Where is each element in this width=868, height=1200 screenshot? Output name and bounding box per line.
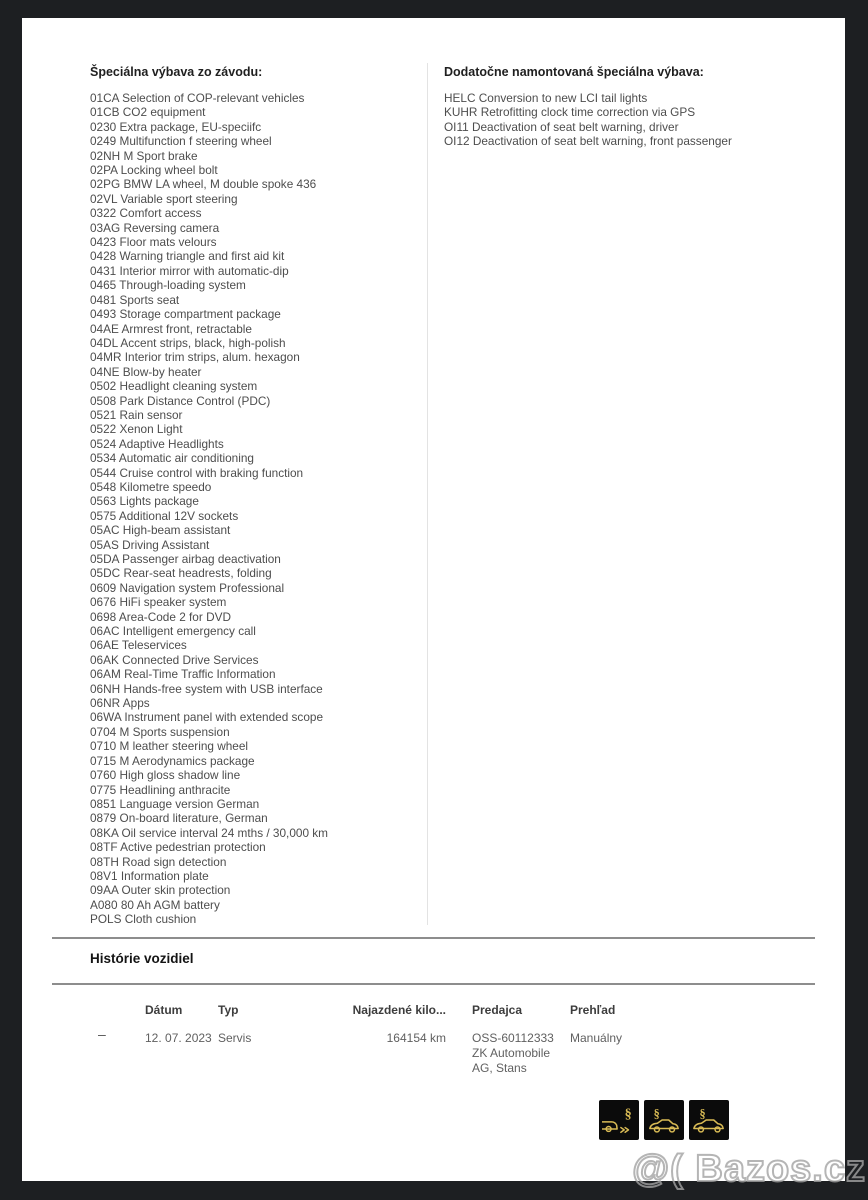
equipment-item: HELC Conversion to new LCI tail lights: [444, 91, 648, 105]
equipment-item: 0775 Headlining anthracite: [90, 782, 231, 797]
history-cell-datum: 12. 07. 2023: [145, 1031, 212, 1045]
bazos-watermark: @( Bazos.cz: [632, 1148, 866, 1190]
equipment-item: 02VL Variable sport steering: [90, 191, 238, 206]
equipment-item: 06WA Instrument panel with extended scope: [90, 710, 324, 725]
equipment-item: 08KA Oil service interval 24 mths / 30,000 km: [90, 825, 329, 840]
history-cell-predajca: OSS-60112333 ZK Automobile AG, Stans: [472, 1031, 554, 1075]
history-cell-kilometers: 164154 km: [386, 1031, 446, 1045]
equipment-item: 0431 Interior mirror with automatic-dip: [90, 263, 289, 278]
equipment-item: 06NR Apps: [90, 696, 150, 711]
history-col-typ: Typ: [218, 1003, 239, 1017]
equipment-item: 0704 M Sports suspension: [90, 724, 230, 739]
equipment-item: 01CA Selection of COP-relevant vehicles: [90, 91, 305, 105]
equipment-item: 06AC Intelligent emergency call: [90, 624, 256, 639]
equipment-item: 0423 Floor mats velours: [90, 235, 217, 250]
equipment-item: 06AM Real-Time Traffic Information: [90, 667, 276, 682]
additional-equipment-title: Dodatočne namontovaná špeciálna výbava:: [444, 65, 704, 79]
equipment-item: 08TF Active pedestrian protection: [90, 840, 266, 855]
history-cell-prehlad: Manuálny: [570, 1031, 623, 1045]
equipment-item: 0851 Language version German: [90, 796, 260, 811]
equipment-item: 05AS Driving Assistant: [90, 537, 210, 552]
equipment-item: 08V1 Information plate: [90, 868, 209, 883]
history-col-datum: Dátum: [145, 1003, 183, 1017]
equipment-item: 04AE Armrest front, retractable: [90, 321, 252, 336]
equipment-item: 0760 High gloss shadow line: [90, 768, 241, 783]
equipment-item: 08TH Road sign detection: [90, 854, 227, 869]
equipment-item: 02NH M Sport brake: [90, 148, 198, 163]
svg-text:§: §: [653, 1107, 660, 1122]
equipment-item: 0481 Sports seat: [90, 292, 180, 307]
car-legal-button-2[interactable]: [689, 1100, 729, 1140]
car-emissions-legal-icon: [602, 1103, 636, 1137]
equipment-item: 0544 Cruise control with braking function: [90, 465, 304, 480]
equipment-item: 0249 Multifunction f steering wheel: [90, 134, 272, 149]
equipment-item: 0609 Navigation system Professional: [90, 580, 285, 595]
car-legal-button-1[interactable]: [644, 1100, 684, 1140]
content-page: [22, 18, 845, 1181]
equipment-item: 05DA Passenger airbag deactivation: [90, 552, 281, 566]
history-cell-typ: Servis: [218, 1031, 252, 1045]
row-collapse-toggle[interactable]: –: [98, 1026, 106, 1042]
equipment-item: 06NH Hands-free system with USB interface: [90, 681, 323, 696]
factory-equipment-section: [90, 65, 420, 927]
equipment-item: 0534 Automatic air conditioning: [90, 451, 254, 466]
car-emissions-legal-button[interactable]: [599, 1100, 639, 1140]
history-col-prehlad: Prehľad: [570, 1003, 616, 1017]
equipment-item: A080 80 Ah AGM battery: [90, 897, 220, 912]
equipment-item: 04NE Blow-by heater: [90, 364, 202, 379]
history-col-kilometers: Najazdené kilo...: [352, 1003, 446, 1017]
equipment-item: 0563 Lights package: [90, 494, 199, 509]
history-title: Histórie vozidiel: [90, 951, 194, 966]
svg-text:§: §: [624, 1106, 632, 1123]
factory-equipment-list: [90, 91, 420, 927]
equipment-item: 04DL Accent strips, black, high-polish: [90, 335, 286, 350]
equipment-item: 0524 Adaptive Headlights: [90, 436, 224, 451]
factory-equipment-title: Špeciálna výbava zo závodu:: [90, 65, 263, 79]
equipment-item: 0575 Additional 12V sockets: [90, 508, 239, 523]
history-divider-bottom: [52, 983, 815, 985]
equipment-item: 0493 Storage compartment package: [90, 307, 281, 322]
equipment-item: 06AK Connected Drive Services: [90, 652, 259, 667]
equipment-item: 0502 Headlight cleaning system: [90, 379, 258, 394]
equipment-item: 0465 Through-loading system: [90, 278, 246, 293]
equipment-item: POLS Cloth cushion: [90, 912, 197, 927]
history-divider-top: [52, 937, 815, 939]
equipment-item: 0322 Comfort access: [90, 206, 202, 221]
equipment-item: 0548 Kilometre speedo: [90, 479, 212, 494]
additional-equipment-section: [444, 65, 784, 149]
additional-equipment-list: [444, 91, 784, 149]
equipment-item: 0521 Rain sensor: [90, 407, 183, 422]
equipment-item: 0522 Xenon Light: [90, 422, 183, 437]
equipment-item: 0698 Area-Code 2 for DVD: [90, 609, 231, 624]
document-buttons: [599, 1100, 729, 1140]
equipment-item: 0879 On-board literature, German: [90, 811, 268, 826]
column-divider: [427, 63, 428, 925]
car-legal-icon: [692, 1103, 726, 1137]
equipment-item: 04MR Interior trim strips, alum. hexagon: [90, 350, 300, 365]
equipment-item: 09AA Outer skin protection: [90, 883, 231, 898]
equipment-item: 02PG BMW LA wheel, M double spoke 436: [90, 177, 317, 192]
equipment-item: 05DC Rear-seat headrests, folding: [90, 566, 272, 581]
equipment-item: 02PA Locking wheel bolt: [90, 163, 218, 178]
equipment-item: 05AC High-beam assistant: [90, 523, 231, 538]
history-col-predajca: Predajca: [472, 1003, 523, 1017]
equipment-item: 06AE Teleservices: [90, 638, 187, 653]
car-legal-icon: [647, 1103, 681, 1137]
equipment-item: 0230 Extra package, EU-speciifc: [90, 119, 262, 134]
equipment-item: 0428 Warning triangle and first aid kit: [90, 249, 285, 264]
equipment-item: 0508 Park Distance Control (PDC): [90, 393, 271, 408]
equipment-item: 0676 HiFi speaker system: [90, 595, 227, 610]
equipment-item: 0710 M leather steering wheel: [90, 739, 249, 754]
equipment-item: 03AG Reversing camera: [90, 220, 220, 235]
equipment-item: OI11 Deactivation of seat belt warning, driver: [444, 119, 679, 134]
equipment-item: OI12 Deactivation of seat belt warning, front passenger: [444, 134, 732, 149]
equipment-item: KUHR Retrofitting clock time correction via GPS: [444, 105, 696, 120]
svg-text:§: §: [699, 1107, 706, 1122]
equipment-item: 0715 M Aerodynamics package: [90, 753, 255, 768]
equipment-item: 01CB CO2 equipment: [90, 105, 206, 120]
